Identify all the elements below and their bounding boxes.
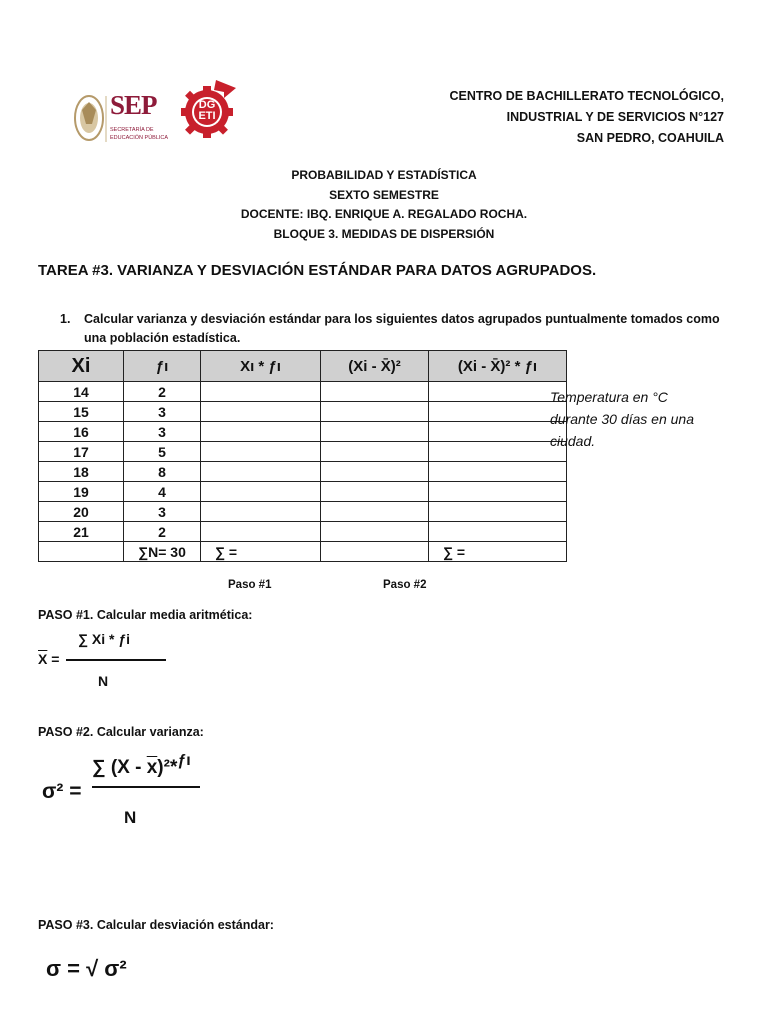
step-1-heading: PASO #1. Calcular media aritmética: <box>38 608 253 622</box>
xi-cell: 19 <box>39 482 124 502</box>
school-header <box>449 86 724 149</box>
deviation-squared-cell <box>321 442 429 462</box>
xi-fi-cell <box>201 482 321 502</box>
course-subject: PROBABILIDAD Y ESTADÍSTICA <box>291 168 477 182</box>
deviation-squared-fi-cell <box>429 442 567 462</box>
fi-cell: 4 <box>124 482 201 502</box>
fi-cell: 5 <box>124 442 201 462</box>
mean-lhs: $\overline{X}$ = <box>38 651 60 667</box>
fi-cell: 3 <box>124 502 201 522</box>
std-deviation-formula: σ = √ σ² <box>46 956 127 981</box>
course-info <box>0 166 768 244</box>
sum-deviation-fi: ∑ = <box>429 542 567 562</box>
deviation-squared-fi-cell <box>429 422 567 442</box>
deviation-squared-cell <box>321 482 429 502</box>
xi-cell: 14 <box>39 382 124 402</box>
deviation-squared-cell <box>321 402 429 422</box>
fi-cell: 2 <box>124 382 201 402</box>
totals-empty-cell <box>39 542 124 562</box>
variance-fraction-bar <box>92 786 200 788</box>
table-row <box>39 402 567 422</box>
instruction-number: 1. <box>60 312 71 326</box>
variance-numerator: ∑ $(X - \overline{x})^2*^{ƒı}$ <box>92 752 191 778</box>
table-row <box>39 442 567 462</box>
paso-2-label: Paso #2 <box>383 579 427 591</box>
sep-logo <box>72 88 182 148</box>
fi-cell: 3 <box>124 402 201 422</box>
course-semester: SEXTO SEMESTRE <box>329 187 439 202</box>
xi-cell: 20 <box>39 502 124 522</box>
school-line-3: SAN PEDRO, COAHUILA <box>576 131 724 145</box>
xi-fi-cell <box>201 422 321 442</box>
totals-empty-cell <box>321 542 429 562</box>
deviation-squared-fi-cell <box>429 502 567 522</box>
header-deviation-squared-times-fi: (Xi - X̄)² * ƒı <box>429 351 567 382</box>
step-2-heading: PASO #2. Calcular varianza: <box>38 725 204 739</box>
table-row <box>39 382 567 402</box>
school-line-2: INDUSTRIAL Y DE SERVICIOS N°127 <box>506 110 724 124</box>
variance-denominator: N <box>124 808 137 827</box>
table-totals-row <box>39 542 567 562</box>
variance-lhs: σ² = <box>42 780 82 803</box>
table-row <box>39 482 567 502</box>
fi-cell: 2 <box>124 522 201 542</box>
school-line-1: CENTRO DE BACHILLERATO TECNOLÓGICO, <box>449 89 724 103</box>
sum-xi-fi: ∑ = <box>201 542 321 562</box>
sep-wordmark: SEP <box>110 90 157 120</box>
instruction <box>60 310 720 348</box>
xi-cell: 15 <box>39 402 124 422</box>
header-xi-times-fi: Xı * ƒı <box>201 351 321 382</box>
xi-cell: 17 <box>39 442 124 462</box>
deviation-squared-cell <box>321 382 429 402</box>
fi-cell: 8 <box>124 462 201 482</box>
xi-fi-cell <box>201 442 321 462</box>
deviation-squared-fi-cell <box>429 522 567 542</box>
deviation-squared-fi-cell <box>429 482 567 502</box>
course-block: BLOQUE 3. MEDIDAS DE DISPERSIÓN <box>273 226 495 241</box>
dgeti-logo <box>180 74 238 144</box>
task-title: TAREA #3. VARIANZA Y DESVIACIÓN ESTÁNDAR PARA DATOS AGRUPADOS. <box>38 262 597 279</box>
mean-numerator: ∑ Xi * ƒi <box>78 631 131 647</box>
deviation-squared-cell <box>321 422 429 442</box>
sep-subtitle: SECRETARÍA DE EDUCACIÓN PÚBLICA <box>110 127 169 141</box>
deviation-squared-fi-cell <box>429 462 567 482</box>
fi-cell: 3 <box>124 422 201 442</box>
xi-fi-cell <box>201 402 321 422</box>
xi-fi-cell <box>201 462 321 482</box>
xi-cell: 16 <box>39 422 124 442</box>
table-row <box>39 422 567 442</box>
data-description: Temperatura en °C durante 30 días en una ciudad. <box>550 389 695 449</box>
table-row <box>39 462 567 482</box>
total-n: ∑N= 30 <box>124 542 201 562</box>
xi-fi-cell <box>201 522 321 542</box>
xi-cell: 18 <box>39 462 124 482</box>
table-header-row <box>39 351 567 382</box>
step-3-heading: PASO #3. Calcular desviación estándar: <box>38 918 274 932</box>
header-xi: Xi <box>39 351 124 382</box>
deviation-squared-fi-cell <box>429 382 567 402</box>
deviation-squared-cell <box>321 502 429 522</box>
xi-fi-cell <box>201 382 321 402</box>
mean-denominator: N <box>98 673 109 689</box>
deviation-squared-fi-cell <box>429 402 567 422</box>
xi-cell: 21 <box>39 522 124 542</box>
course-teacher: DOCENTE: IBQ. ENRIQUE A. REGALADO ROCHA. <box>240 207 528 221</box>
header-fi: ƒı <box>124 351 201 382</box>
deviation-squared-cell <box>321 462 429 482</box>
header-deviation-squared: (Xi - X̄)² <box>321 351 429 382</box>
dgeti-text: DG ETI <box>198 99 216 122</box>
deviation-squared-cell <box>321 522 429 542</box>
table-row <box>39 522 567 542</box>
paso-1-label: Paso #1 <box>228 579 272 591</box>
xi-fi-cell <box>201 502 321 522</box>
frequency-table <box>38 350 567 562</box>
table-row <box>39 502 567 522</box>
instruction-text: Calcular varianza y desviación estándar para los siguientes datos agrupados puntualmente tomados como una población estadística. <box>84 312 720 345</box>
mean-fraction-bar <box>66 659 166 661</box>
